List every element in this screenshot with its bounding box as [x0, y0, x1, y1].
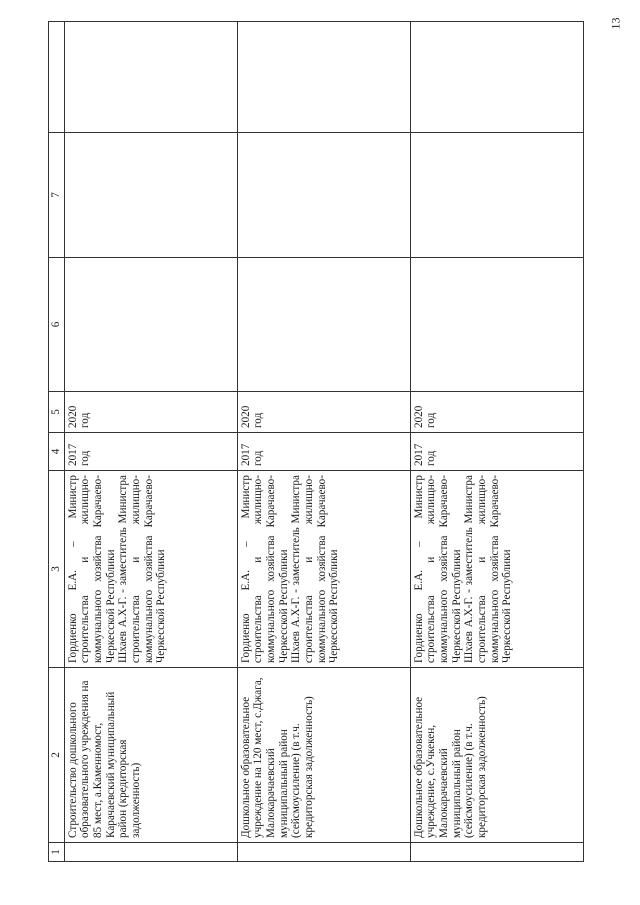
program-table	[48, 21, 584, 862]
start-year-cell: 2017 год	[237, 433, 410, 471]
column-7-cell	[64, 133, 237, 258]
header-cell: 1	[49, 843, 65, 862]
object-name-cell: Дошкольное образовательное учреждение, с.Учкекен, Малокарачаевский муниципальный район (сейсмоусиление) (в т.ч. кредиторская задолженность)	[410, 668, 583, 843]
header-cell: 3	[49, 471, 65, 668]
responsible-secondary: Шхаев А.Х-Г. - заместитель Министра строительства и жилищно-коммунального хозяйства Карачаево-Черкесской Республики	[290, 475, 341, 663]
table-row	[237, 22, 410, 862]
header-cell: 7	[49, 133, 65, 258]
start-year-cell: 2017 год	[410, 433, 583, 471]
responsible-secondary: Шхаев А.Х-Г. - заместитель Министра строительства и жилищно-коммунального хозяйства Карачаево-Черкесской Республики	[117, 475, 168, 663]
header-cell: 2	[49, 668, 65, 843]
responsible-cell	[410, 471, 583, 668]
responsible-primary: Гордиенко Е.А. – Министр строительства и жилищно-коммунального хозяйства Карачаево-Черкесской Республики	[412, 475, 463, 663]
object-name-cell: Строительство дошкольного образовательного учреждения на 85 мест, а.Каменномост, Карачаевский муниципальный район (кредиторская задолженность)	[64, 668, 237, 843]
header-cell	[49, 22, 65, 133]
row-number-cell	[64, 843, 237, 862]
responsible-secondary: Шхаев А.Х-Г. - заместитель Министра строительства и жилищно-коммунального хозяйства Карачаево-Черкесской Республики	[463, 475, 514, 663]
end-year-cell: 2020 год	[410, 392, 583, 433]
header-cell: 6	[49, 258, 65, 392]
responsible-cell	[237, 471, 410, 668]
column-7-cell	[410, 133, 583, 258]
column-8-cell	[410, 22, 583, 133]
rotated-table-container	[48, 22, 613, 862]
end-year-cell: 2020 год	[64, 392, 237, 433]
header-cell: 4	[49, 433, 65, 471]
column-7-cell	[237, 133, 410, 258]
row-number-cell	[410, 843, 583, 862]
table-row	[410, 22, 583, 862]
table-row	[64, 22, 237, 862]
responsible-cell	[64, 471, 237, 668]
row-number-cell	[237, 843, 410, 862]
column-6-cell	[410, 258, 583, 392]
column-6-cell	[237, 258, 410, 392]
column-8-cell	[64, 22, 237, 133]
header-cell: 5	[49, 392, 65, 433]
responsible-primary: Гордиенко Е.А. – Министр строительства и жилищно-коммунального хозяйства Карачаево-Черкесской Республики	[239, 475, 290, 663]
object-name-cell: Дошкольное образовательное учреждение на 120 мест, с.Джага, Малокарачаевский муниципальный район (сейсмоусиление) (в т.ч. кредиторская задолженность)	[237, 668, 410, 843]
end-year-cell: 2020 год	[237, 392, 410, 433]
start-year-cell: 2017 год	[64, 433, 237, 471]
column-6-cell	[64, 258, 237, 392]
table-header	[49, 22, 65, 862]
responsible-primary: Гордиенко Е.А. – Министр строительства и жилищно-коммунального хозяйства Карачаево-Черкесской Республики	[66, 475, 117, 663]
page-number: 13	[608, 17, 623, 30]
column-8-cell	[237, 22, 410, 133]
